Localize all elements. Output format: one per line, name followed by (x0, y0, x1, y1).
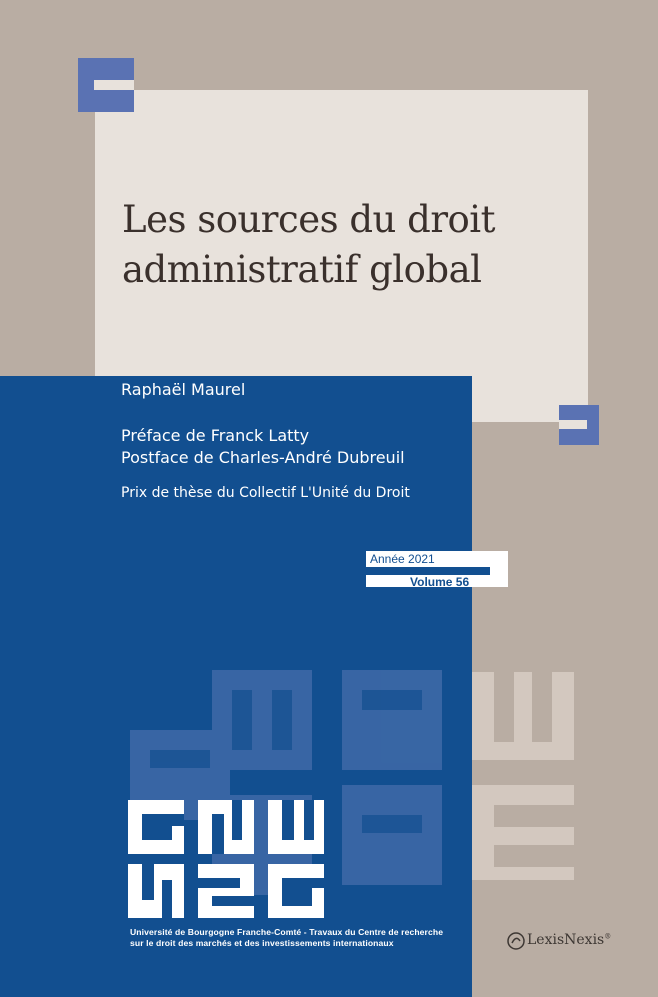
edition-tag-notch (366, 567, 490, 575)
lexisnexis-swirl-icon (507, 932, 525, 950)
title-line-2: administratif global (122, 248, 482, 291)
publisher-name (527, 932, 611, 948)
author: Raphaël Maurel (121, 380, 246, 399)
postface-credit: Postface de Charles-André Dubreuil (121, 448, 405, 467)
publisher-mark: ® (604, 932, 612, 941)
series-logo-icon (128, 800, 326, 918)
prize-label: Prix de thèse du Collectif L'Unité du Droit (121, 485, 410, 501)
edition-year: Année 2021 (370, 552, 435, 566)
decorative-bracket-top (78, 58, 134, 112)
series-line-1: Université de Bourgogne Franche-Comté - Travaux du Centre de recherche (130, 927, 444, 937)
background-logo-pattern-right (472, 665, 582, 915)
edition-volume: Volume 56 (410, 575, 470, 589)
preface-credit: Préface de Franck Latty (121, 426, 310, 445)
title-line-1: Les sources du droit (122, 198, 495, 241)
series-line-2: sur le droit des marchés et des investissements internationaux (130, 938, 394, 948)
publisher-name-text: LexisNexis (527, 932, 605, 948)
decorative-bracket-right (559, 405, 599, 445)
